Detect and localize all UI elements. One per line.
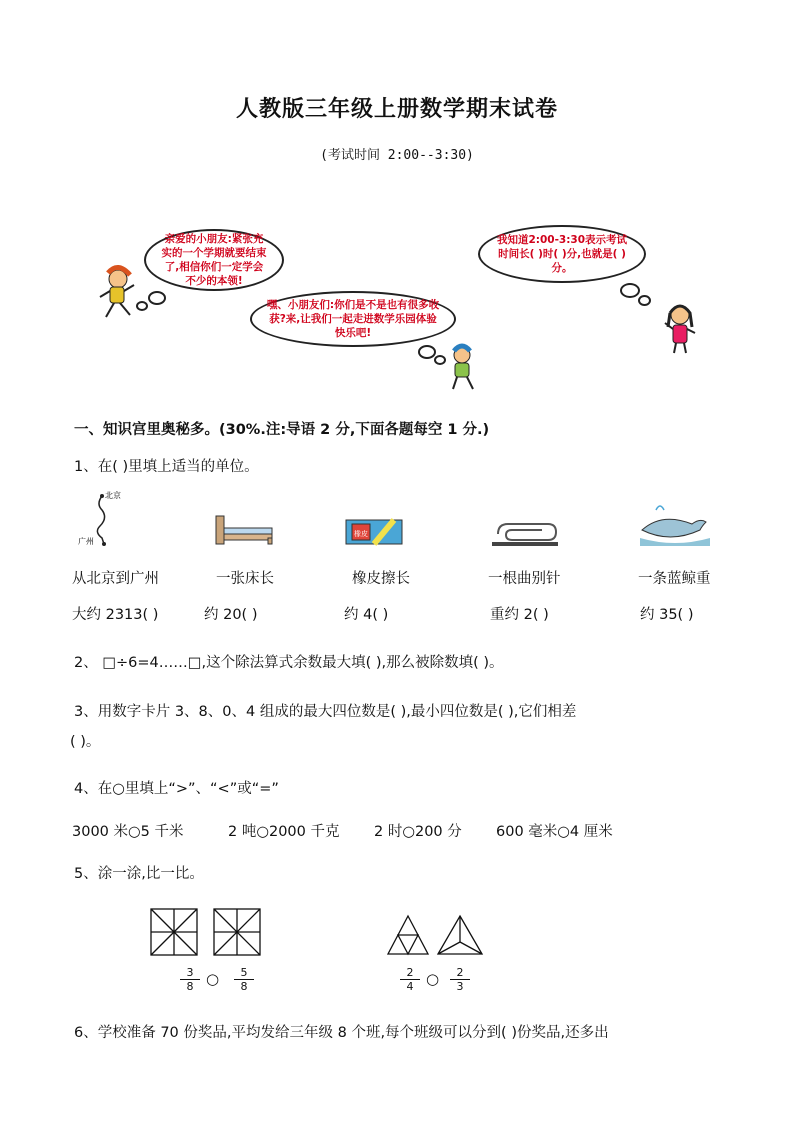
speech-cloud-right: 我知道2:00-3:30表示考试时间长( )时( )分,也就是( )分。 [478, 225, 646, 283]
item-value-5: 约 35( ) [640, 607, 694, 623]
denominator: 8 [180, 979, 200, 993]
item-value-3: 约 4( ) [344, 607, 389, 623]
eraser-label: 橡皮 [354, 530, 368, 538]
compare-item-2: 2 吨○2000 千克 [228, 824, 340, 840]
question-1: 1、在( )里填上适当的单位。 [74, 459, 259, 475]
compare-item-3: 2 时○200 分 [374, 824, 462, 840]
illustration-area [92, 225, 732, 395]
map-label-beijing: 北京 [105, 491, 121, 500]
compare-circle: ○ [206, 970, 220, 988]
running-girl-figure [92, 265, 140, 325]
numerator: 5 [240, 966, 248, 979]
square-shapes [150, 908, 262, 956]
question-3-line-2: ( )。 [70, 734, 101, 750]
exam-time: (考试时间 2:00--3:30) [320, 148, 474, 163]
girl-figure [658, 301, 702, 357]
denominator: 4 [400, 979, 420, 993]
item-name-5: 一条蓝鲸重 [638, 571, 711, 587]
triangle-shapes [388, 914, 484, 958]
item-name-3: 橡皮擦长 [352, 571, 410, 587]
fraction-2-3 [450, 966, 470, 993]
blue-whale-icon [640, 500, 710, 546]
compare-circle: ○ [426, 970, 440, 988]
speech-cloud-left: 亲爱的小朋友:紧张充实的一个学期就要结束了,相信你们一定学会不少的本领! [144, 229, 284, 291]
numerator: 2 [406, 966, 414, 979]
thought-dot [620, 283, 640, 298]
item-value-2: 约 20( ) [204, 607, 258, 623]
item-name-2: 一张床长 [216, 571, 274, 587]
fraction-5-8 [234, 966, 254, 993]
numerator: 3 [186, 966, 194, 979]
question-4: 4、在○里填上“>”、“<”或“=” [74, 781, 279, 797]
item-value-1: 大约 2313( ) [72, 607, 159, 623]
item-name-4: 一根曲别针 [488, 571, 561, 587]
question-6: 6、学校准备 70 份奖品,平均发给三年级 8 个班,每个班级可以分到( )份奖品,还多出 [74, 1025, 609, 1041]
fraction-2-4 [400, 966, 420, 993]
thought-dot [418, 345, 436, 359]
page-title: 人教版三年级上册数学期末试卷 [235, 97, 558, 122]
item-name-1: 从北京到广州 [72, 571, 159, 587]
compare-item-1: 3000 米○5 千米 [72, 824, 184, 840]
bed-icon [212, 512, 276, 548]
map-label-guangzhou: 广州 [78, 537, 94, 546]
map-route-icon [78, 490, 128, 548]
compare-item-4: 600 毫米○4 厘米 [496, 824, 613, 840]
section-heading: 一、知识宫里奥秘多。(30%.注:导语 2 分,下面各题每空 1 分.) [74, 422, 490, 438]
fraction-3-8 [180, 966, 200, 993]
eraser-icon [344, 516, 404, 548]
denominator: 3 [450, 979, 470, 993]
thought-dot [638, 295, 651, 306]
boy-figure [442, 343, 482, 393]
numerator: 2 [456, 966, 464, 979]
question-2: 2、 □÷6=4……□,这个除法算式余数最大填( ),那么被除数填( )。 [74, 655, 504, 671]
item-value-4: 重约 2( ) [490, 607, 549, 623]
speech-cloud-middle: 嘿、小朋友们:你们是不是也有很多收获?来,让我们一起走进数学乐园体验快乐吧! [250, 291, 456, 347]
thought-dot [148, 291, 166, 305]
denominator: 8 [234, 979, 254, 993]
question-3-line-1: 3、用数字卡片 3、8、0、4 组成的最大四位数是( ),最小四位数是( ),它们相差 [74, 704, 577, 720]
paperclip-icon [492, 520, 558, 548]
question-5: 5、涂一涂,比一比。 [74, 866, 204, 882]
